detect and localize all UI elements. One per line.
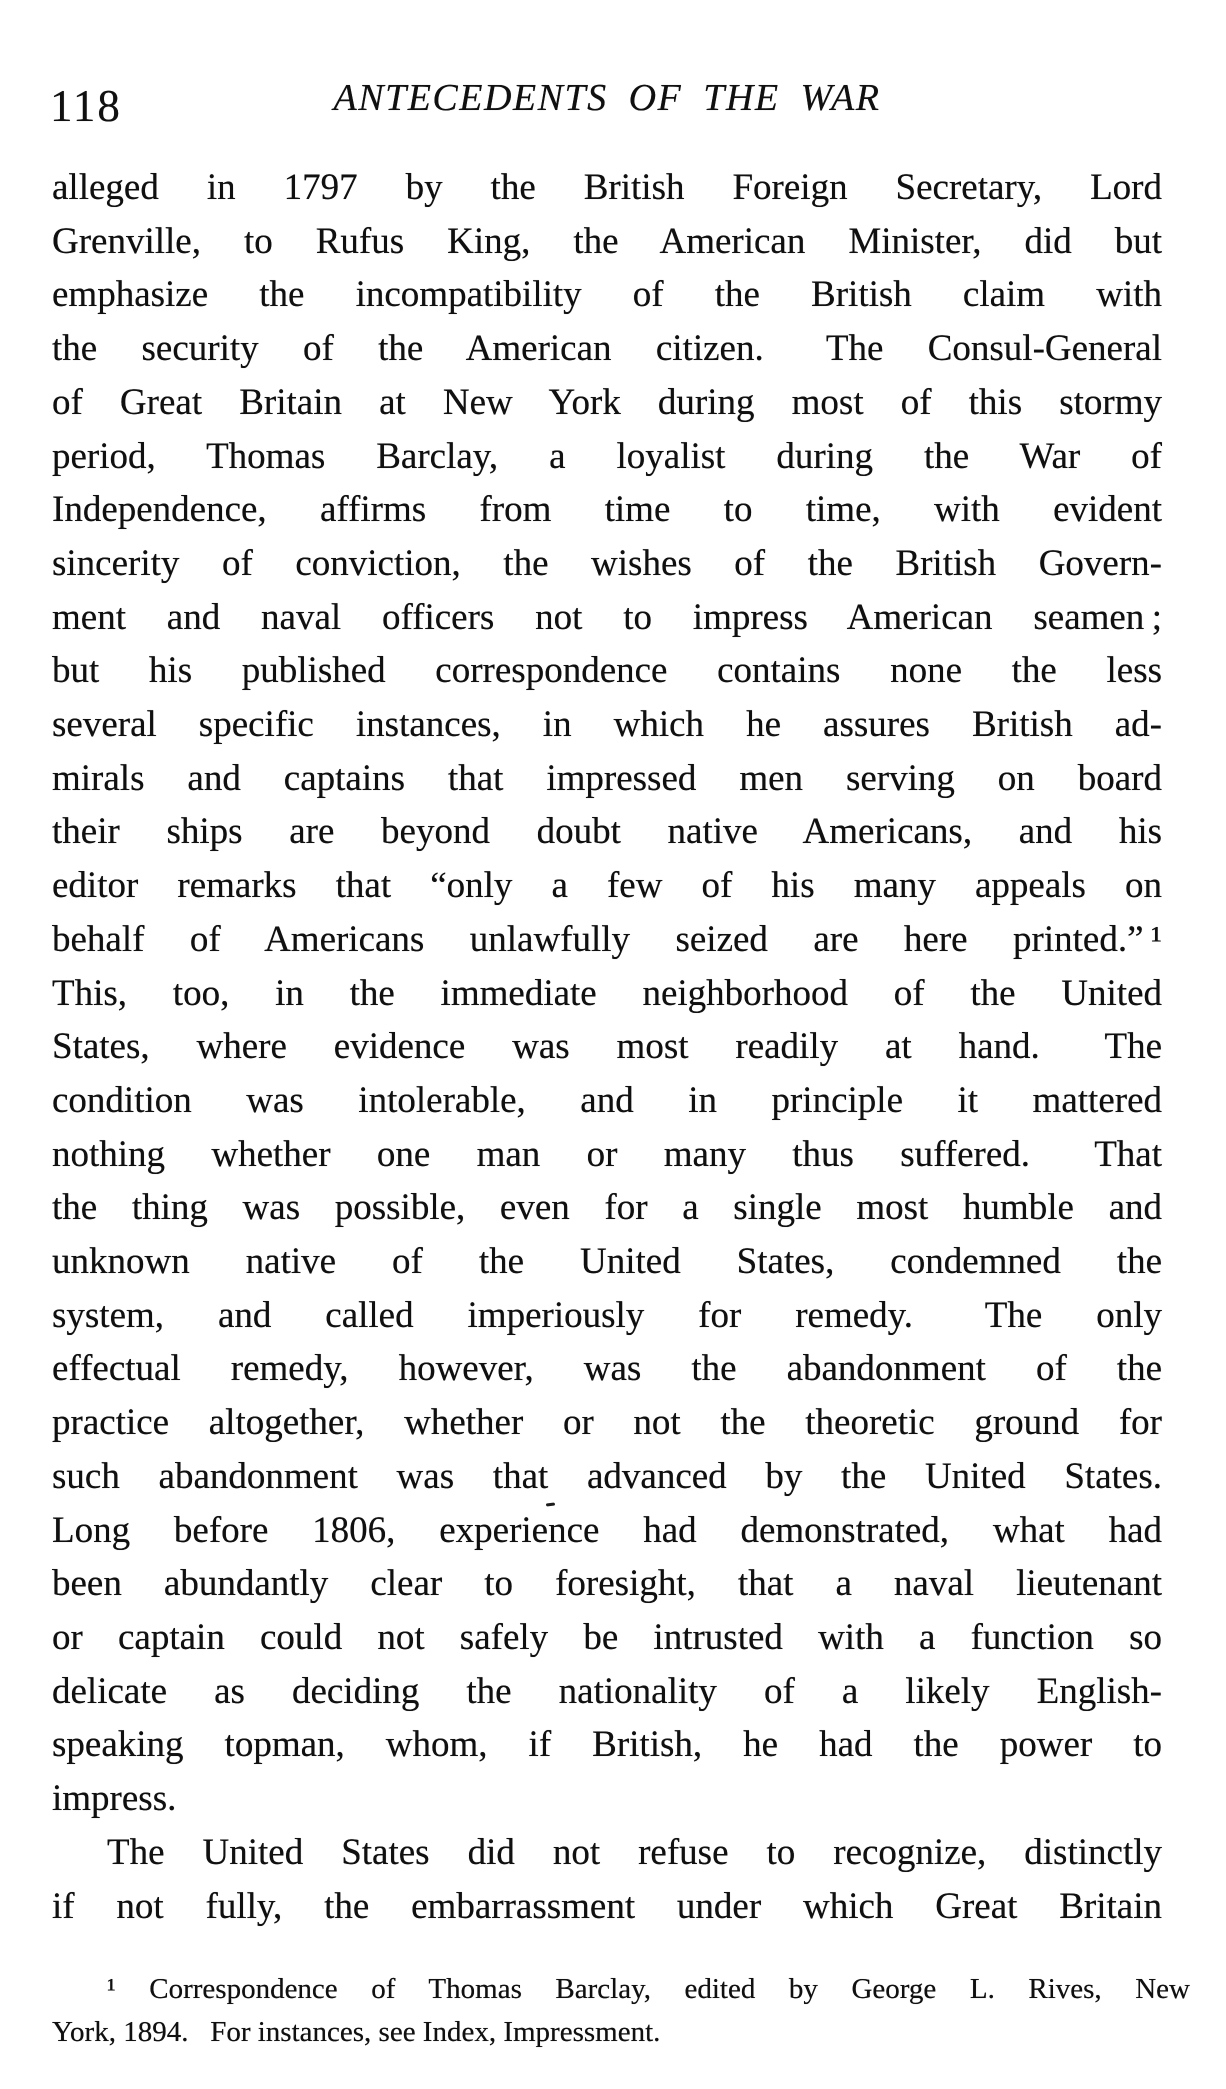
body-line: Long before 1806, experience had demonstrated, what had (52, 1509, 1162, 1551)
body-line: several specific instances, in which he assures British ad- (52, 704, 1162, 746)
body-line: system, and called imperiously for remedy. The only (52, 1294, 1162, 1336)
body-line-paragraph-end: impress. (52, 1778, 177, 1820)
body-line: or captain could not safely be intrusted with a function so (52, 1616, 1162, 1658)
body-text (52, 161, 1162, 1933)
body-line: been abundantly clear to foresight, that a naval lieutenant (52, 1563, 1162, 1605)
body-line: editor remarks that “only a few of his many appeals on (52, 865, 1162, 907)
body-line: delicate as deciding the nationality of a likely English- (52, 1670, 1162, 1712)
body-line: This, too, in the immediate neighborhood of the United (52, 972, 1162, 1014)
footnote-line: York, 1894. For instances, see Index, Impressment. (52, 2016, 661, 2048)
body-line: unknown native of the United States, condemned the (52, 1241, 1162, 1283)
body-line: the thing was possible, even for a single most humble and (52, 1187, 1162, 1229)
body-line: of Great Britain at New York during most of this stormy (52, 381, 1162, 423)
body-line: ment and naval officers not to impress American seamen ; (52, 596, 1162, 638)
body-line: their ships are beyond doubt native Americans, and his (52, 811, 1162, 853)
body-line: emphasize the incompatibility of the British claim with (52, 274, 1162, 316)
body-line: period, Thomas Barclay, a loyalist during the War of (52, 435, 1162, 477)
body-line: States, where evidence was most readily at hand. The (52, 1026, 1162, 1068)
body-line: speaking topman, whom, if British, he had the power to (52, 1724, 1162, 1766)
body-line: if not fully, the embarrassment under which Great Britain (52, 1885, 1162, 1927)
body-line: practice altogether, whether or not the theoretic ground for (52, 1402, 1162, 1444)
body-line: sincerity of conviction, the wishes of the British Govern- (52, 542, 1162, 584)
running-head: ANTECEDENTS OF THE WAR (333, 77, 881, 119)
footnote (52, 1968, 1190, 2054)
body-line: alleged in 1797 by the British Foreign Secretary, Lord (52, 167, 1162, 208)
body-line: behalf of Americans unlawfully seized are here printed.” ¹ (52, 918, 1162, 960)
body-line: condition was intolerable, and in principle it mattered (52, 1079, 1162, 1121)
body-line: nothing whether one man or many thus suffered. That (52, 1133, 1162, 1175)
footnote-line: ¹ Correspondence of Thomas Barclay, edited by George L. Rives, New (107, 1973, 1190, 2005)
body-line: such abandonment was that advanced by the United States. (52, 1455, 1162, 1497)
body-line: Grenville, to Rufus King, the American Minister, did but (52, 220, 1162, 262)
body-line: mirals and captains that impressed men serving on board (52, 757, 1162, 799)
body-line: effectual remedy, however, was the abandonment of the (52, 1348, 1162, 1390)
body-line: the security of the American citizen. The Consul-General (52, 328, 1162, 370)
body-line-paragraph-start: The United States did not refuse to recognize, distinctly (107, 1831, 1162, 1873)
page-number: 118 (50, 81, 122, 131)
body-line: Independence, affirms from time to time, with evident (52, 489, 1162, 531)
body-line: but his published correspondence contains none the less (52, 650, 1162, 692)
